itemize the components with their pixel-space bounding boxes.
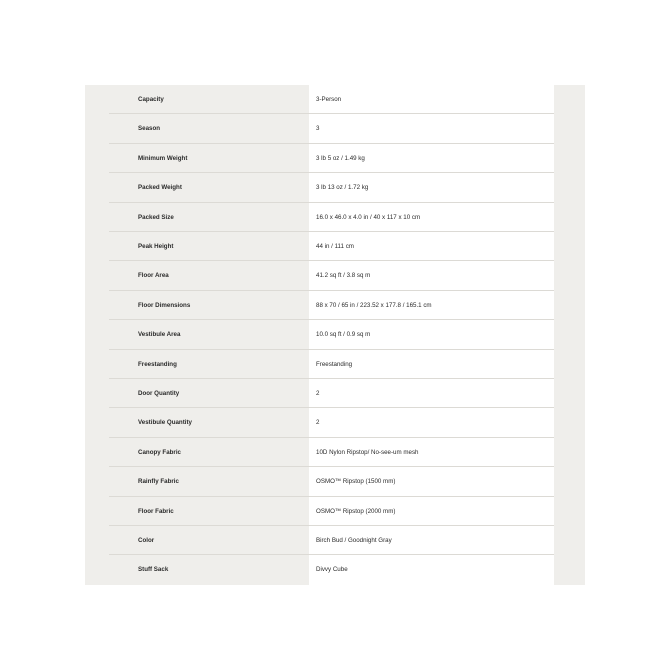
spec-row [109,85,554,114]
spec-row [109,379,554,408]
spec-row [109,526,554,555]
spec-value: Birch Bud / Goodnight Gray [316,537,392,544]
spec-row [109,232,554,261]
spec-table [109,85,554,585]
spec-row [109,320,554,349]
spec-value: 3 lb 13 oz / 1.72 kg [316,184,369,192]
spec-value: 16.0 x 46.0 x 4.0 in / 40 x 117 x 10 cm [316,213,421,221]
spec-row [109,350,554,379]
spec-row [109,555,554,584]
spec-label: Capacity [138,96,164,103]
spec-value: Freestanding [316,360,353,368]
spec-value: 2 [316,390,320,397]
spec-label: Minimum Weight [138,154,188,162]
spec-label: Rainfly Fabric [138,478,179,486]
spec-row [109,497,554,526]
spec-value: 10.0 sq ft / 0.9 sq m [316,331,371,339]
spec-value: OSMO™ Ripstop (1500 mm) [316,478,396,486]
spec-row [109,203,554,232]
spec-value: 3-Person [316,96,342,103]
spec-row [109,467,554,496]
spec-label: Stuff Sack [138,566,169,574]
spec-value: 2 [316,419,320,427]
spec-row [109,261,554,290]
spec-row [109,144,554,173]
spec-row [109,114,554,143]
spec-label: Color [138,537,155,544]
spec-row [109,173,554,202]
spec-label: Door Quantity [138,390,180,397]
spec-label: Season [138,125,161,133]
spec-label: Floor Area [138,272,169,280]
spec-value: 44 in / 111 cm [316,243,354,250]
spec-row [109,408,554,437]
spec-value: 88 x 70 / 65 in / 223.52 x 177.8 / 165.1 cm [316,301,432,309]
spec-row [109,291,554,320]
spec-label: Vestibule Quantity [138,419,192,427]
spec-panel [85,85,585,585]
spec-label: Floor Fabric [138,507,174,515]
spec-label: Packed Weight [138,184,182,192]
spec-value: OSMO™ Ripstop (2000 mm) [316,507,396,515]
spec-label: Vestibule Area [138,331,181,339]
spec-value: 10D Nylon Ripstop/ No-see-um mesh [316,448,419,456]
spec-value: 41.2 sq ft / 3.8 sq m [316,272,371,280]
spec-value: 3 lb 5 oz / 1.49 kg [316,154,365,162]
spec-label: Peak Height [138,243,174,250]
spec-value: 3 [316,125,320,133]
spec-row [109,438,554,467]
spec-label: Floor Dimensions [138,301,191,309]
spec-label: Packed Size [138,213,174,221]
spec-value: Divvy Cube [316,566,348,574]
spec-label: Freestanding [138,360,177,368]
spec-label: Canopy Fabric [138,448,181,456]
